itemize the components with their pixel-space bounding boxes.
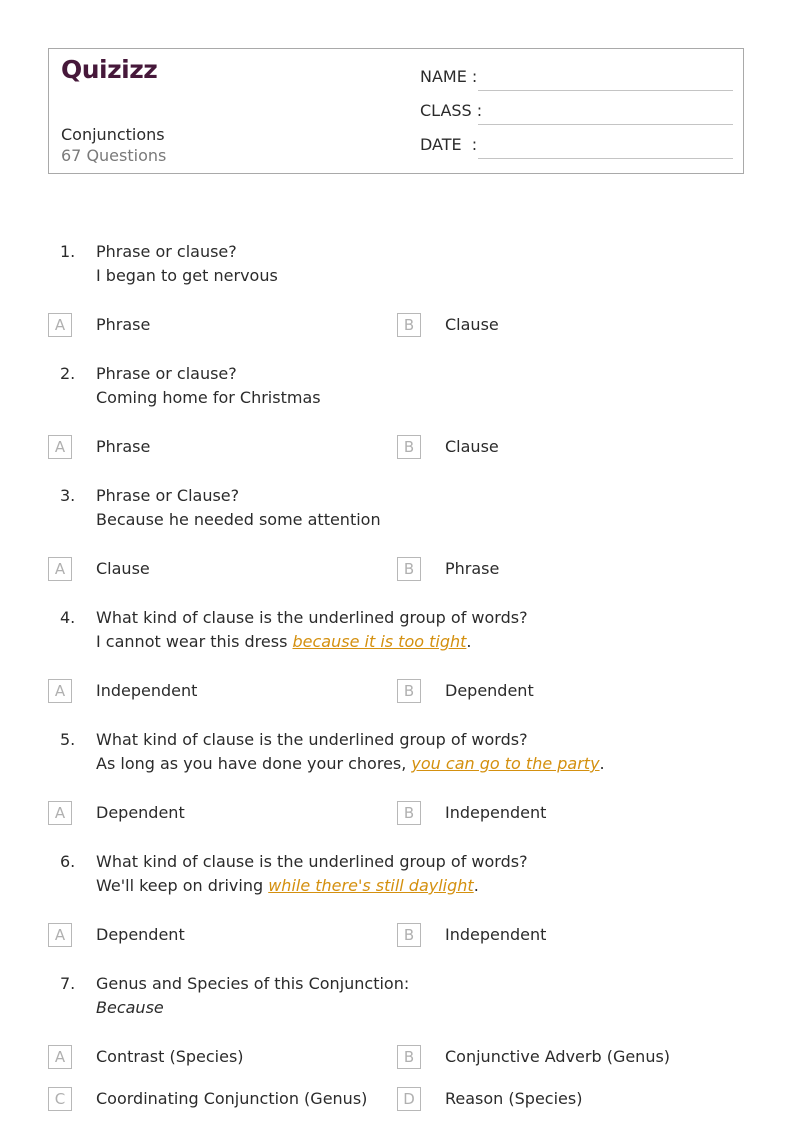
question-prompt: Genus and Species of this Conjunction:: [96, 974, 410, 993]
question-number: 2.: [60, 364, 76, 383]
option-text[interactable]: Conjunctive Adverb (Genus): [445, 1047, 671, 1066]
class-line[interactable]: [478, 124, 733, 125]
question-text: I cannot wear this dress because it is too tight.: [96, 632, 472, 651]
worksheet-title: Conjunctions: [61, 125, 165, 144]
quizizz-logo: Quizizz: [61, 55, 158, 84]
name-label: NAME :: [420, 67, 478, 86]
option-letter-a[interactable]: A: [48, 679, 72, 703]
date-line[interactable]: [478, 158, 733, 159]
option-text[interactable]: Dependent: [96, 925, 185, 944]
option-letter-a[interactable]: A: [48, 801, 72, 825]
option-letter-b[interactable]: B: [397, 557, 421, 581]
option-letter-b[interactable]: B: [397, 923, 421, 947]
underlined-clause: because it is too tight: [292, 632, 467, 651]
option-text[interactable]: Phrase: [96, 437, 151, 456]
date-field[interactable]: [420, 135, 733, 159]
name-line[interactable]: [478, 90, 733, 91]
option-text[interactable]: Independent: [445, 803, 547, 822]
underlined-clause: you can go to the party: [411, 754, 600, 773]
worksheet-header: [48, 48, 744, 174]
question-prompt: Phrase or clause?: [96, 242, 237, 261]
question-prompt: What kind of clause is the underlined group of words?: [96, 852, 528, 871]
question-number: 1.: [60, 242, 76, 261]
option-text[interactable]: Clause: [445, 437, 499, 456]
option-letter-b[interactable]: B: [397, 313, 421, 337]
question-text: Because: [96, 998, 164, 1017]
option-letter-c[interactable]: C: [48, 1087, 72, 1111]
question-number: 7.: [60, 974, 76, 993]
question-prompt: Phrase or Clause?: [96, 486, 240, 505]
question-text: We'll keep on driving while there's still daylight.: [96, 876, 479, 895]
option-letter-a[interactable]: A: [48, 1045, 72, 1069]
option-letter-b[interactable]: B: [397, 801, 421, 825]
option-letter-b[interactable]: B: [397, 679, 421, 703]
option-text[interactable]: Phrase: [445, 559, 500, 578]
option-text[interactable]: Phrase: [96, 315, 151, 334]
question-count: 67 Questions: [61, 146, 167, 165]
option-letter-a[interactable]: A: [48, 435, 72, 459]
option-text[interactable]: Clause: [445, 315, 499, 334]
option-letter-b[interactable]: B: [397, 1045, 421, 1069]
name-field[interactable]: [420, 67, 733, 91]
question-number: 4.: [60, 608, 76, 627]
option-letter-b[interactable]: B: [397, 435, 421, 459]
option-letter-a[interactable]: A: [48, 557, 72, 581]
option-text[interactable]: Reason (Species): [445, 1089, 583, 1108]
question-text: Because he needed some attention: [96, 510, 381, 529]
option-letter-a[interactable]: A: [48, 923, 72, 947]
question-text: As long as you have done your chores, you can go to the party.: [96, 754, 605, 773]
option-letter-d[interactable]: D: [397, 1087, 421, 1111]
option-letter-a[interactable]: A: [48, 313, 72, 337]
question-text: Coming home for Christmas: [96, 388, 321, 407]
option-text[interactable]: Coordinating Conjunction (Genus): [96, 1089, 368, 1108]
question-number: 3.: [60, 486, 76, 505]
underlined-clause: while there's still daylight: [268, 876, 474, 895]
class-label: CLASS :: [420, 101, 483, 120]
class-field[interactable]: [420, 101, 733, 125]
option-text[interactable]: Clause: [96, 559, 150, 578]
option-text[interactable]: Contrast (Species): [96, 1047, 244, 1066]
option-text[interactable]: Dependent: [96, 803, 185, 822]
question-text: I began to get nervous: [96, 266, 278, 285]
option-text[interactable]: Independent: [96, 681, 198, 700]
question-prompt: What kind of clause is the underlined group of words?: [96, 730, 528, 749]
option-text[interactable]: Dependent: [445, 681, 534, 700]
date-label: DATE :: [420, 135, 478, 154]
option-text[interactable]: Independent: [445, 925, 547, 944]
question-prompt: What kind of clause is the underlined group of words?: [96, 608, 528, 627]
question-prompt: Phrase or clause?: [96, 364, 237, 383]
question-number: 6.: [60, 852, 76, 871]
question-number: 5.: [60, 730, 76, 749]
